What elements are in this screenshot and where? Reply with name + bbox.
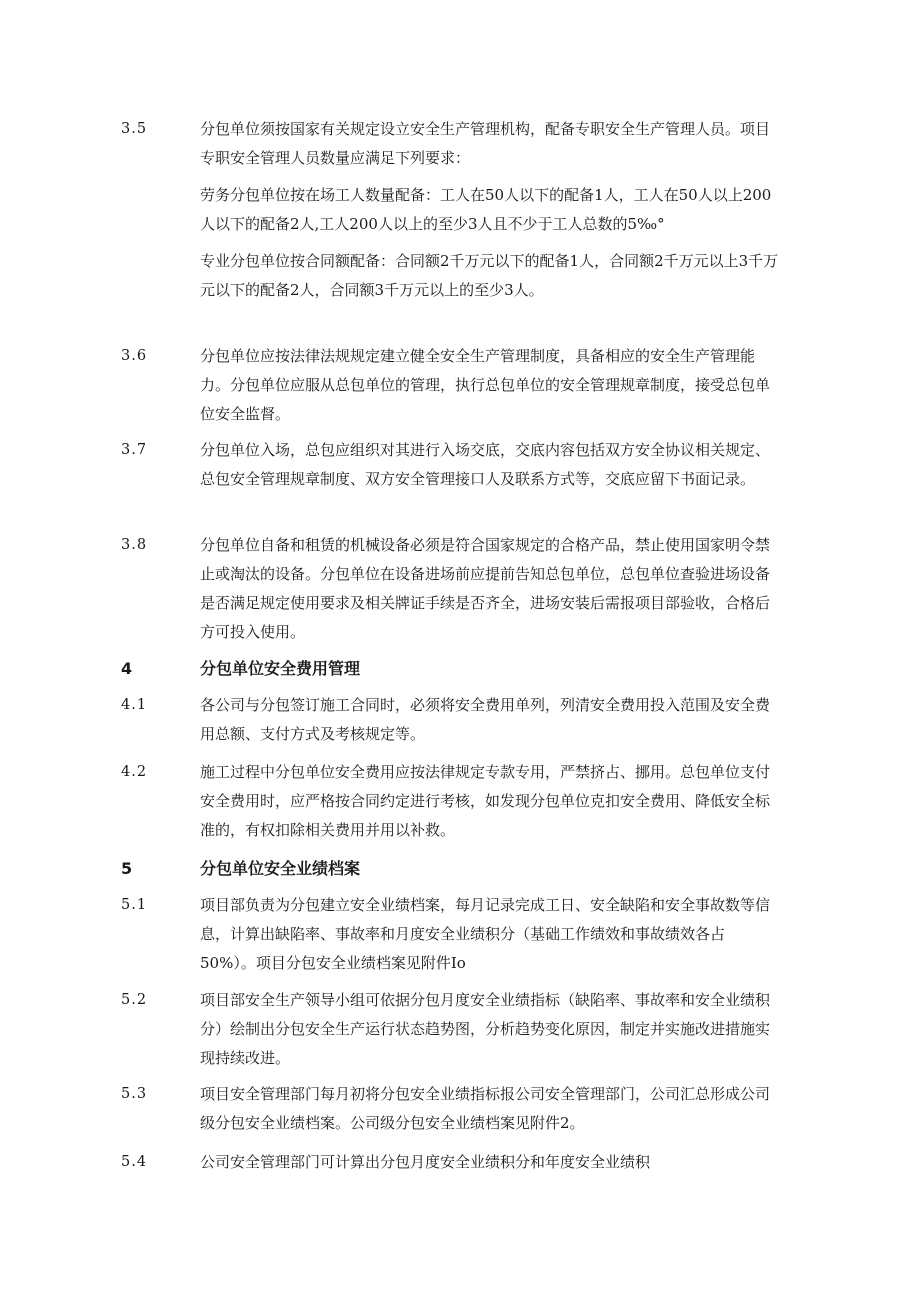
clause-text: 分包单位入场，总包应组织对其进行入场交底，交底内容包括双方安全协议相关规定、总包安全管理规章制度、双方安全管理接口人及联系方式等，交底应留下书面记录。: [200, 441, 771, 488]
clause-subparagraph: 劳务分包单位按在场工人数量配备：工人在50人以下的配备1人，工人在50人以上200人以下的配备2人,工人200人以上的至少3人且不少于工人总数的5‰°: [200, 186, 772, 233]
clause-number: 4.2: [121, 764, 148, 780]
clause-number: 5.4: [121, 1154, 148, 1170]
clause-number: 3.6: [121, 348, 148, 364]
section-number: 4: [121, 659, 134, 678]
clause-number: 5.1: [121, 897, 148, 913]
clause-text: 分包单位自备和租赁的机械设备必须是符合国家规定的合格产品，禁止使用国家明令禁止或淘汰的设备。分包单位在设备进场前应提前告知总包单位，总包单位查验进场设备是否满足规定使用要求及相关牌证手续是否齐全，进场安装后需报项目部验收，合格后方可投入使用。: [200, 536, 771, 641]
section-number: 5: [121, 859, 134, 878]
clause-text: 施工过程中分包单位安全费用应按法律规定专款专用，严禁挤占、挪用。总包单位支付安全费用时，应严格按合同约定进行考核，如发现分包单位克扣安全费用、降低安全标准的，有权扣除相关费用并用以补救。: [200, 763, 771, 839]
section-title: 分包单位安全费用管理: [200, 659, 361, 678]
clause-text: 分包单位应按法律法规规定建立健全安全生产管理制度，具备相应的安全生产管理能力。分包单位应服从总包单位的管理，执行总包单位的安全管理规章制度，接受总包单位安全监督。: [200, 347, 771, 423]
clause-number: 5.2: [121, 992, 148, 1008]
clause-text: 各公司与分包签订施工合同时，必须将安全费用单列，列清安全费用投入范围及安全费用总额、支付方式及考核规定等。: [200, 696, 771, 743]
section-title: 分包单位安全业绩档案: [200, 859, 361, 878]
clause-number: 4.1: [121, 697, 148, 713]
clause-text: 公司安全管理部门可计算出分包月度安全业绩积分和年度安全业绩积: [200, 1153, 651, 1171]
clause-number: 5.3: [121, 1086, 148, 1102]
clause-text: 分包单位须按国家有关规定设立安全生产管理机构，配备专职安全生产管理人员。项目专职安全管理人员数量应满足下列要求：: [200, 120, 771, 167]
clause-number: 3.8: [121, 537, 148, 553]
clause-text: 项目安全管理部门每月初将分包安全业绩指标报公司安全管理部门，公司汇总形成公司级分包安全业绩档案。公司级分包安全业绩档案见附件2。: [200, 1085, 771, 1132]
clause-text: 项目部负责为分包建立安全业绩档案，每月记录完成工日、安全缺陷和安全事故数等信息，计算出缺陷率、事故率和月度安全业绩积分（基础工作绩效和事故绩效各占50%）。项目分包安全业绩档案见附件Io: [200, 896, 771, 972]
clause-subparagraph: 专业分包单位按合同额配备：合同额2千万元以下的配备1人，合同额2千万元以上3千万元以下的配备2人，合同额3千万元以上的至少3人。: [200, 252, 779, 299]
clause-number: 3.7: [121, 442, 148, 458]
clause-number: 3.5: [121, 121, 148, 137]
clause-text: 项目部安全生产领导小组可依据分包月度安全业绩指标（缺陷率、事故率和安全业绩积分）绘制出分包安全生产运行状态趋势图，分析趋势变化原因，制定并实施改进措施实现持续改进。: [200, 991, 771, 1067]
